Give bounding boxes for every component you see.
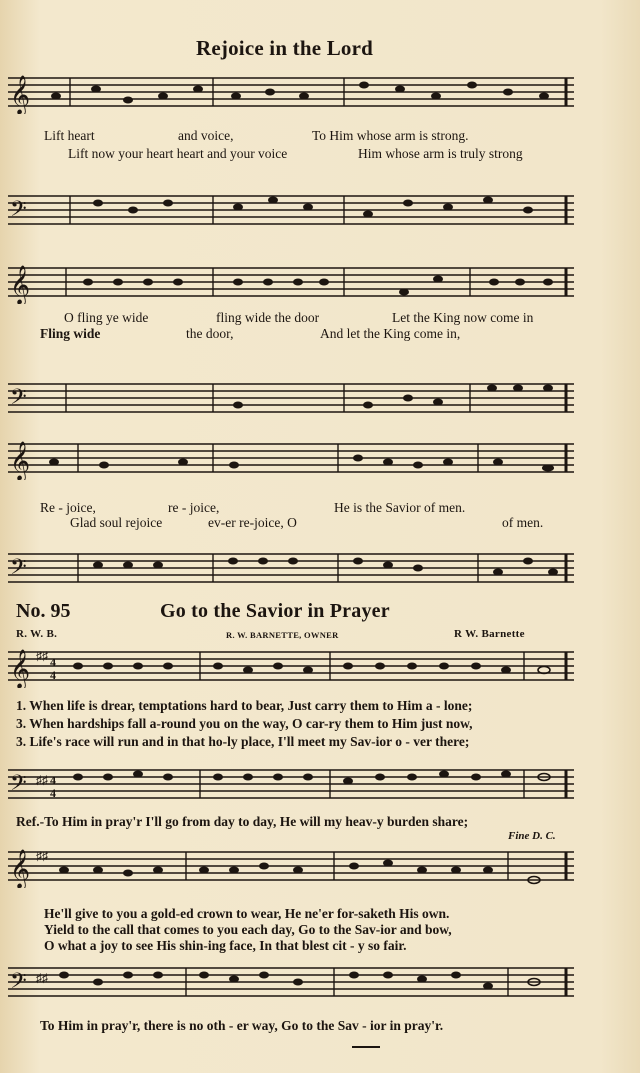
lyric: and voice, (178, 128, 234, 143)
svg-text:𝄞: 𝄞 (10, 267, 31, 304)
fine-dc-mark: Fine D. C. (508, 830, 556, 842)
copyright-owner: R. W. BARNETTE, OWNER (226, 630, 339, 640)
music-staff-treble (8, 438, 574, 480)
svg-text:♯♯: ♯♯ (36, 971, 48, 985)
svg-text:4: 4 (50, 655, 56, 669)
lyric: Lift heart (44, 128, 95, 143)
svg-text:♯♯: ♯♯ (36, 849, 48, 863)
svg-text:𝄞: 𝄞 (10, 851, 31, 888)
lyric: of men. (502, 515, 544, 530)
music-staff-treble (8, 262, 574, 304)
verse-end-line: He'll give to you a gold-ed crown to wear, He ne'er for-saketh His own. (44, 906, 450, 921)
lyric: O fling ye wide (64, 310, 149, 325)
svg-text:𝄞: 𝄞 (10, 77, 31, 114)
svg-text:4: 4 (50, 668, 56, 682)
divider (352, 1046, 380, 1048)
composer: R W. Barnette (454, 628, 525, 640)
lyric: Let the King now come in (392, 310, 534, 325)
svg-text:𝄢: 𝄢 (10, 969, 27, 998)
svg-text:4: 4 (50, 786, 56, 800)
svg-text:𝄢: 𝄢 (10, 385, 27, 414)
verse-end-line: Yield to the call that comes to you each day, Go to the Sav-ior and bow, (44, 922, 452, 937)
music-staff-treble (8, 846, 574, 888)
lyric: And let the King come in, (320, 326, 461, 341)
song-title: Go to the Savior in Prayer (160, 600, 390, 622)
lyric: To Him whose arm is strong. (312, 128, 469, 143)
svg-text:♯♯: ♯♯ (36, 773, 48, 787)
svg-text:𝄢: 𝄢 (10, 197, 27, 226)
music-staff-bass (8, 190, 574, 232)
svg-text:𝄞: 𝄞 (10, 651, 31, 688)
svg-text:𝄢: 𝄢 (10, 555, 27, 584)
lyric: Lift now your heart heart and your voice (68, 146, 288, 161)
music-staff-bass (8, 378, 574, 420)
verse-end-line: O what a joy to see His shin-ing face, In that blest cit - y so fair. (44, 938, 407, 953)
lyric: Him whose arm is truly strong (358, 146, 523, 161)
svg-text:𝄢: 𝄢 (10, 771, 27, 800)
verse-line: 3. Life's race will run and in that ho-ly place, I'll meet my Sav-ior o - ver there; (16, 734, 470, 749)
refrain-line: Ref.-To Him in pray'r I'll go from day to day, He will my heav-y burden share; (16, 814, 469, 829)
music-staff-bass (8, 764, 574, 806)
svg-text:4: 4 (50, 773, 56, 787)
verse-line: 1. When life is drear, temptations hard to bear, Just carry them to Him a - lone; (16, 698, 473, 713)
lyric: re - joice, (168, 500, 220, 515)
hymn-number: No. 95 (16, 600, 71, 622)
lyric: Fling wide (40, 326, 101, 341)
lyric: Glad soul rejoice (70, 515, 163, 530)
music-staff-treble (8, 646, 574, 688)
music-staff-bass (8, 962, 574, 1004)
lyric: Re - joice, (40, 500, 96, 515)
lyric: the door, (186, 326, 234, 341)
refrain-end-line: To Him in pray'r, there is no oth - er way, Go to the Sav - ior in pray'r. (40, 1018, 444, 1033)
verse-line: 3. When hardships fall a-round you on the way, O car-ry them to Him just now, (16, 716, 473, 731)
music-staff-bass (8, 548, 574, 590)
author-initials: R. W. B. (16, 628, 58, 640)
svg-text:♯♯: ♯♯ (36, 649, 48, 663)
song-title: Rejoice in the Lord (196, 36, 374, 60)
music-staff-treble (8, 72, 574, 114)
lyric: fling wide the door (216, 310, 320, 325)
svg-text:𝄞: 𝄞 (10, 443, 31, 480)
lyric: He is the Savior of men. (334, 500, 466, 515)
lyric: ev-er re-joice, O (208, 515, 297, 530)
